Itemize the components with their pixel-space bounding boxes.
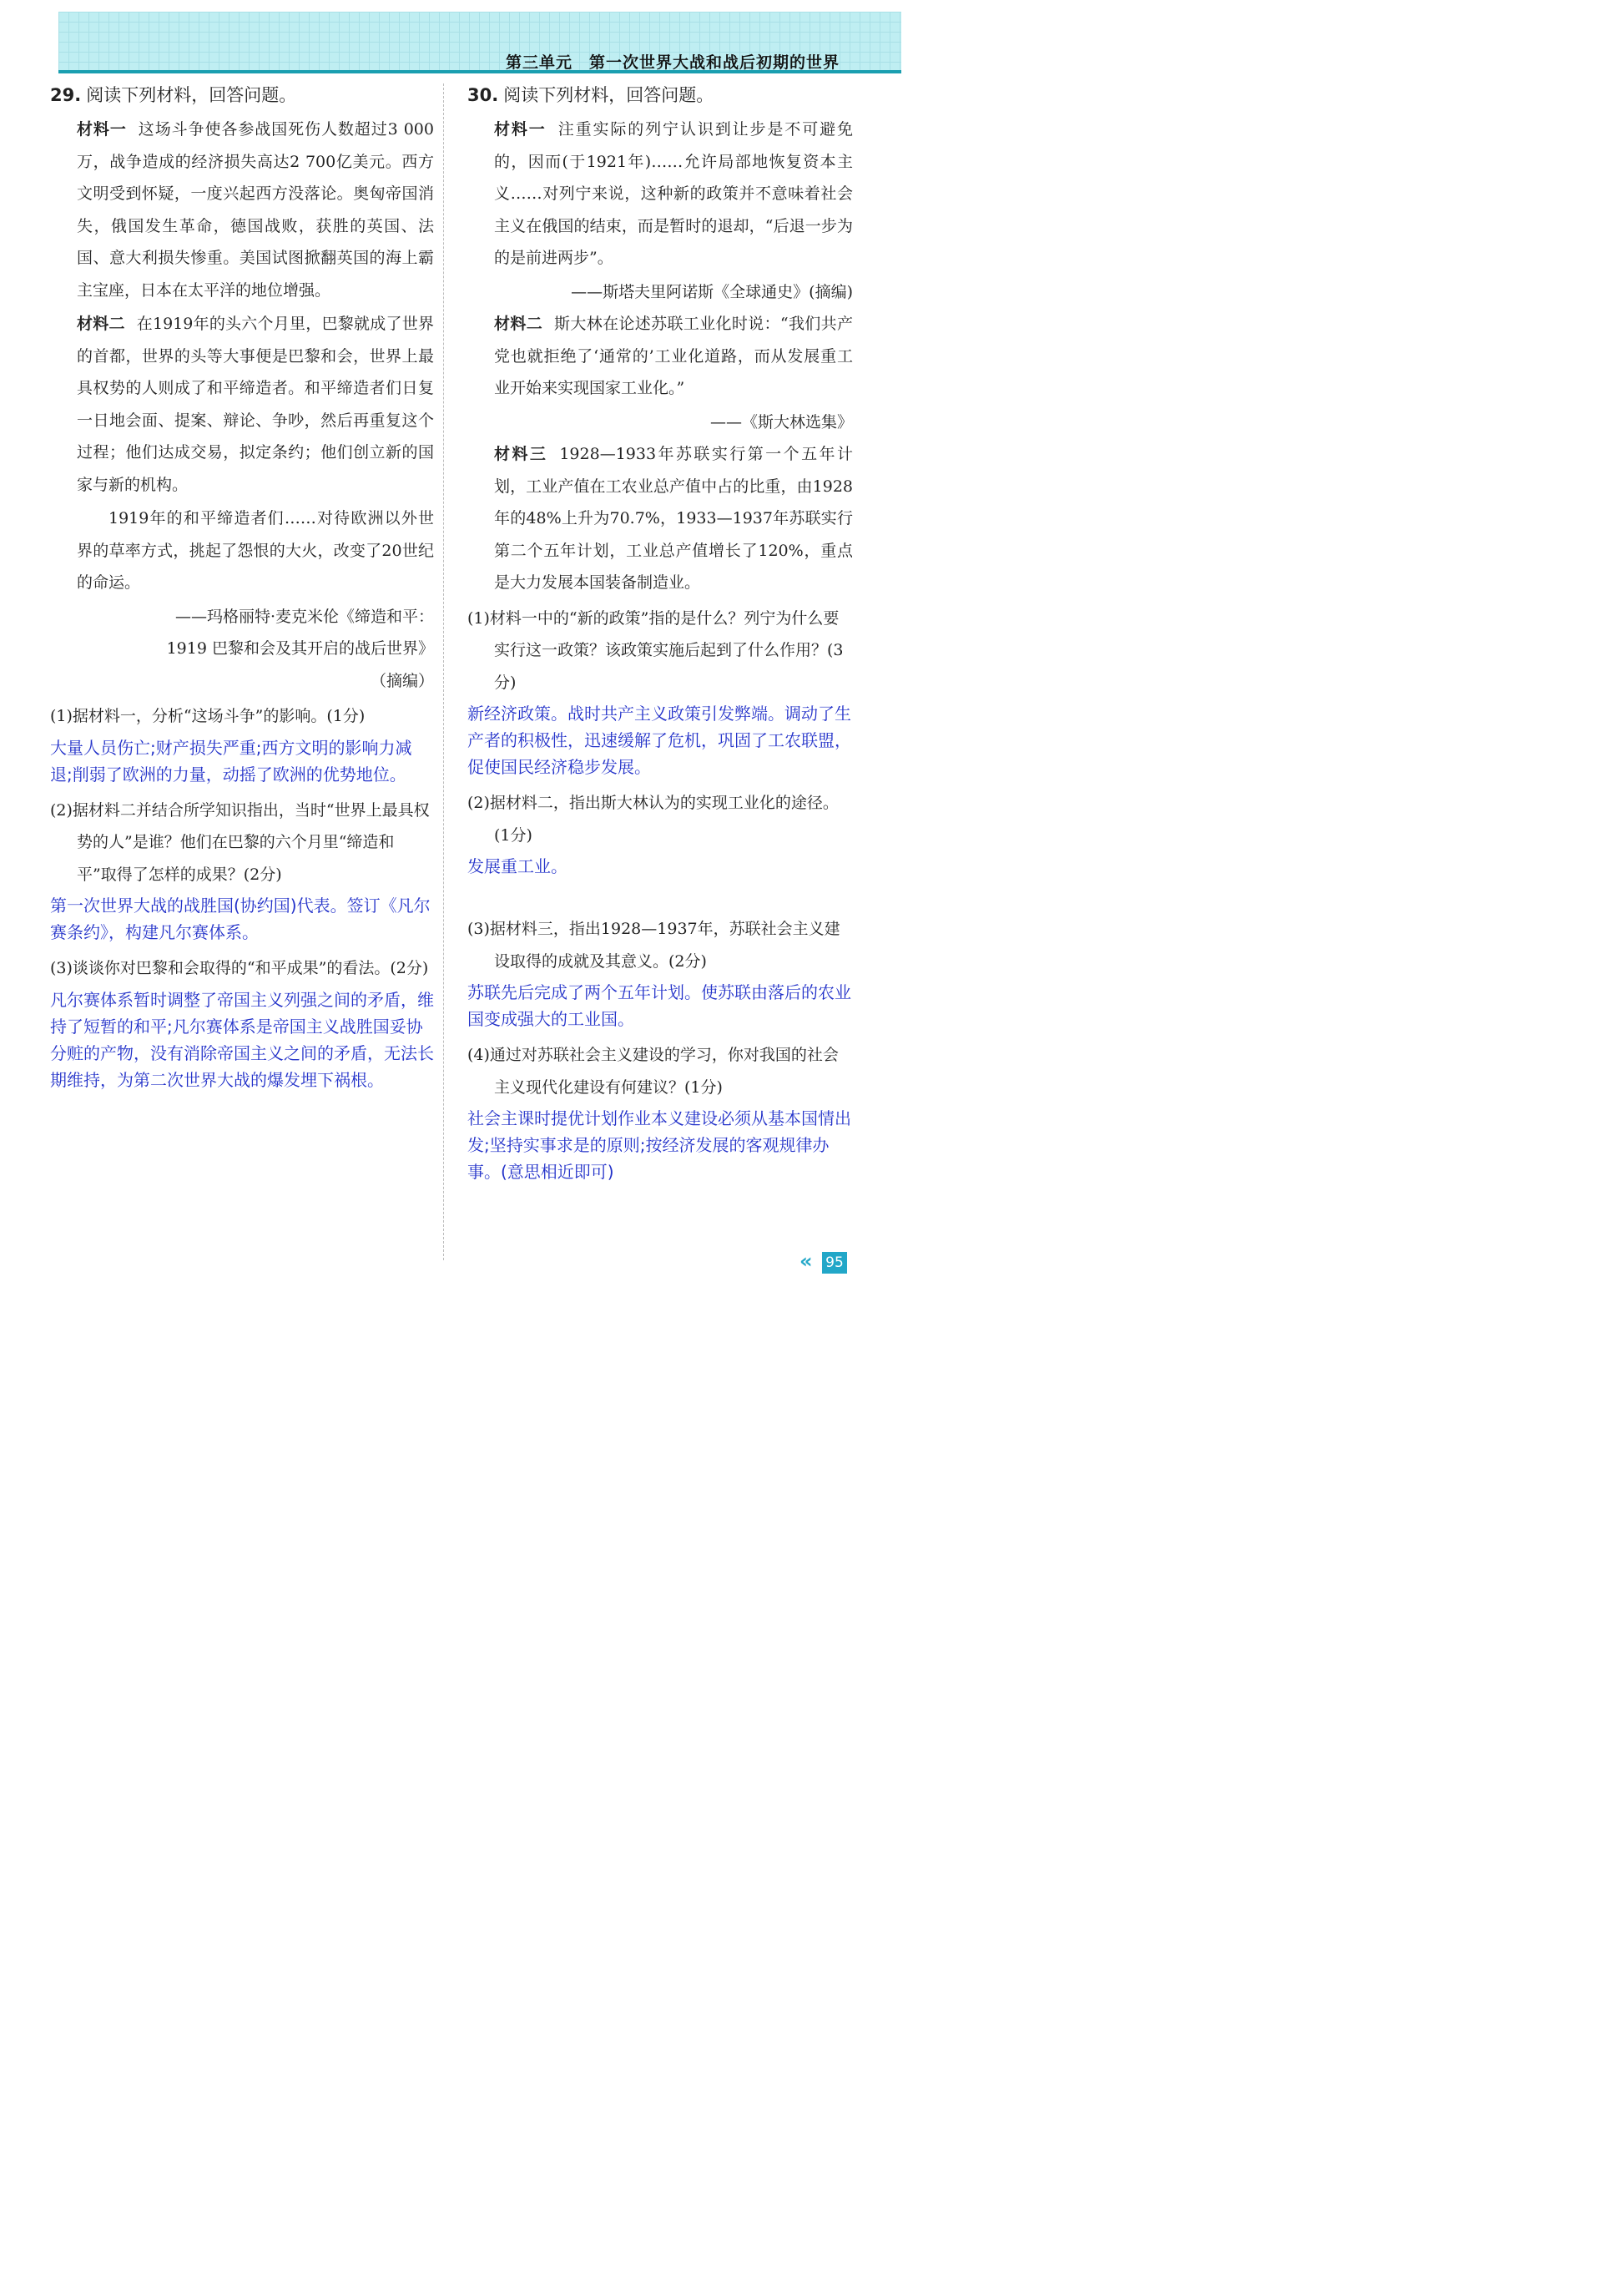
q29-m2-text: 在1919年的头六个月里，巴黎就成了世界的首都，世界的头等大事便是巴黎和会，世界上最具权势的人则成了和平缔造者。和平缔造者们日复一日地会面、提案、辩论、争吵，然后再重复这个过程；他们达成交易，拟定条约；他们创立新的国家与新的机构。 <box>77 315 434 494</box>
q29-material-1 <box>77 114 434 306</box>
question-30 <box>467 80 853 1192</box>
q29-m2-source-1: ——玛格丽特·麦克米伦《缔造和平： <box>174 607 434 626</box>
q30-material-1 <box>494 114 853 275</box>
q30-sub-question-4: (4)通过对苏联社会主义建设的学习，你对我国的社会主义现代化建设有何建议？(1分) <box>467 1046 839 1097</box>
q29-sub-question-2: (2)据材料二并结合所学知识指出，当时“世界上最具权势的人”是谁？他们在巴黎的六个月里“缔造和平”取得了怎样的成果？(2分) <box>50 800 430 884</box>
q30-intro: 阅读下列材料，回答问题。 <box>503 85 714 105</box>
q29-m2-source-2: 1919 巴黎和会及其开启的战后世界》 <box>166 639 434 658</box>
q29-m1-text: 这场斗争使各参战国死伤人数超过3 000万，战争造成的经济损失高达2 700亿美元。西方文明受到怀疑，一度兴起西方没落论。奥匈帝国消失，俄国发生革命，德国战败，获胜的英国、法国、意大利损失惨重。美国试图掀翻英国的海上霸主宝座，日本在太平洋的地位增强。 <box>77 120 434 300</box>
q30-m1-label: 材料一 <box>494 120 547 139</box>
q30-m3-text: 1928—1933年苏联实行第一个五年计划，工业产值在工农业总产值中占的比重，由1928年的48%上升为70.7%，1933—1937年苏联实行第二个五年计划，工业总产值增长了120%，重点是大力发展本国装备制造业。 <box>494 445 853 592</box>
q30-m2-source: ——《斯大林选集》 <box>709 412 853 431</box>
q30-answer-2: 发展重工业。 <box>467 856 567 876</box>
q30-answer-1: 新经济政策。战时共产主义政策引发弊端。调动了生产者的积极性，迅速缓解了危机，巩固了工农联盟，促使国民经济稳步发展。 <box>467 704 851 777</box>
q30-answer-4: 社会主课时提优计划作业本义建设必须从基本国情出发;坚持实事求是的原则;按经济发展的客观规律办事。(意思相近即可) <box>467 1108 851 1182</box>
column-divider <box>443 83 444 1260</box>
q30-materials <box>467 114 853 599</box>
q29-materials <box>50 114 434 697</box>
q30-sub-question-3: (3)据材料三，指出1928—1937年，苏联社会主义建设取得的成就及其意义。(2分) <box>467 920 840 971</box>
q29-sub-question-1: (1)据材料一，分析“这场斗争”的影响。(1分) <box>50 707 366 725</box>
q30-material-2 <box>494 308 853 405</box>
q29-m1-label: 材料一 <box>77 120 127 139</box>
q29-sub-question-3: (3)谈谈你对巴黎和会取得的“和平成果”的看法。(2分) <box>50 959 429 977</box>
page-number: 95 <box>822 1252 847 1274</box>
q30-answer-3: 苏联先后完成了两个五年计划。使苏联由落后的农业国变成强大的工业国。 <box>467 982 851 1029</box>
q29-intro: 阅读下列材料，回答问题。 <box>86 85 297 105</box>
q30-m2-text: 斯大林在论述苏联工业化时说：“我们共产党也就拒绝了‘通常的’工业化道路，而从发展重工业开始来实现国家工业化。” <box>494 315 853 397</box>
q29-m2-source-3: （摘编） <box>370 671 434 690</box>
q30-number: 30. <box>467 85 499 105</box>
q30-m1-text: 注重实际的列宁认识到让步是不可避免的，因而(于1921年)……允许局部地恢复资本主义……对列宁来说，这种新的政策并不意味着社会主义在俄国的结束，而是暂时的退却，“后退一步为的是前进两步”。 <box>494 120 853 267</box>
unit-title: 第三单元 第一次世界大战和战后初期的世界 <box>505 53 840 72</box>
q30-sub-question-1: (1)材料一中的“新的政策”指的是什么？列宁为什么要实行这一政策？该政策实施后起到了什么作用？(3分) <box>467 608 844 692</box>
question-29 <box>50 80 434 1100</box>
q30-material-3 <box>494 438 853 599</box>
q30-heading <box>467 80 853 110</box>
q29-m2-label: 材料二 <box>77 315 125 333</box>
q29-answer-3: 凡尔赛体系暂时调整了帝国主义列强之间的矛盾，维持了短暂的和平;凡尔赛体系是帝国主义战胜国妥协分赃的产物，没有消除帝国主义之间的矛盾，无法长期维持，为第二次世界大战的爆发埋下祸根。 <box>50 989 434 1090</box>
q29-answer-2: 第一次世界大战的战胜国(协约国)代表。签订《凡尔赛条约》，构建凡尔赛体系。 <box>50 896 431 942</box>
q30-m1-source: ——斯塔夫里阿诺斯《全球通史》(摘编) <box>571 282 853 301</box>
q29-number: 29. <box>50 85 82 105</box>
q29-answer-1: 大量人员伤亡;财产损失严重;西方文明的影响力减退;削弱了欧洲的力量，动摇了欧洲的优势地位。 <box>50 737 412 785</box>
q30-m3-label: 材料三 <box>494 445 548 463</box>
q29-heading <box>50 80 434 110</box>
q30-m2-label: 材料二 <box>494 315 543 333</box>
q30-sub-question-2: (2)据材料二，指出斯大林认为的实现工业化的途径。(1分) <box>467 794 839 845</box>
q29-material-2 <box>77 308 434 501</box>
double-chevron-left-icon: « <box>799 1249 808 1273</box>
q29-m2-text2: 1919年的和平缔造者们……对待欧洲以外世界的草率方式，挑起了怨恨的大火，改变了20世纪的命运。 <box>77 509 434 592</box>
